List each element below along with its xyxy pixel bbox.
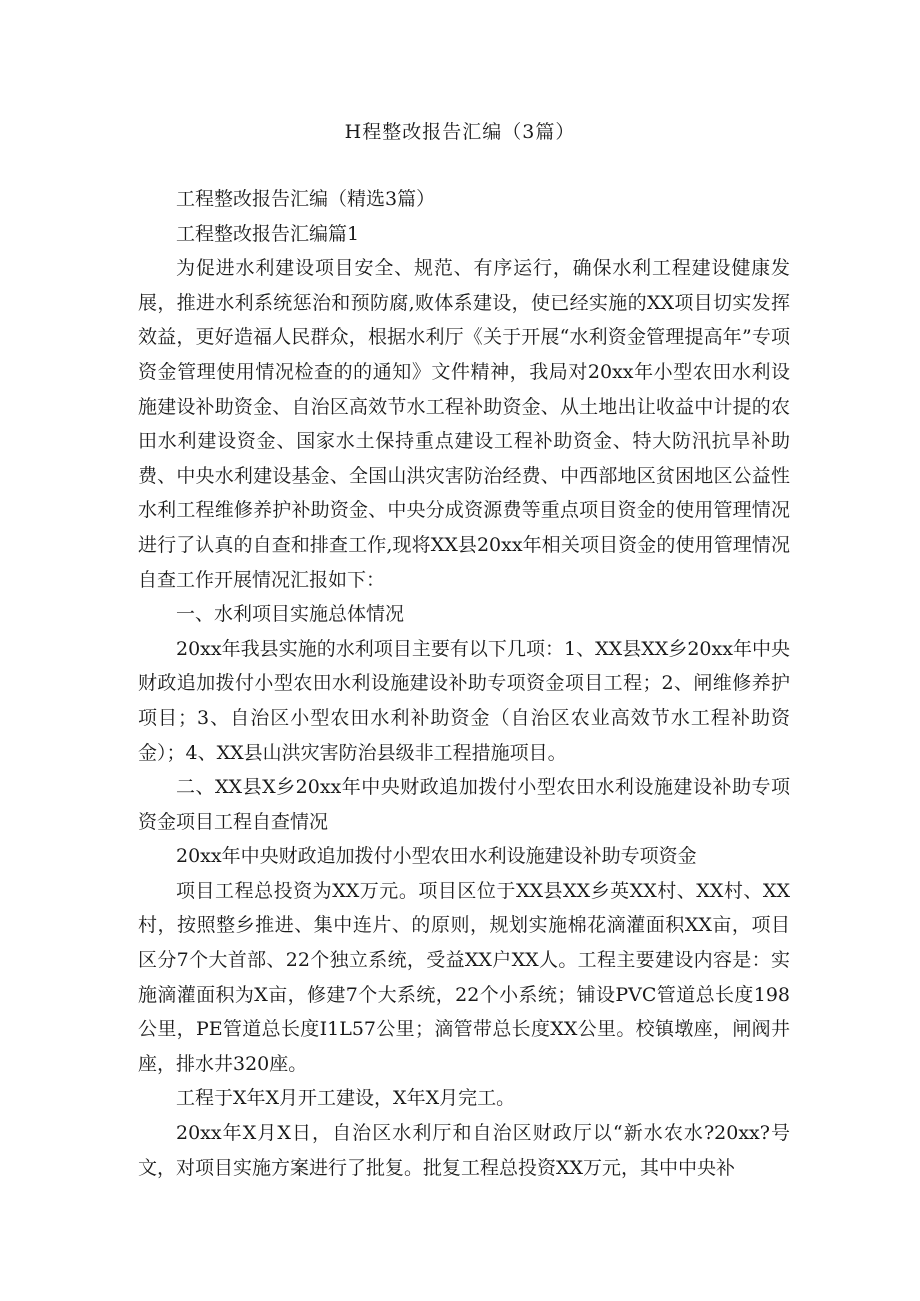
funding-paragraph: 20xx年中央财政追加拨付小型农田水利设施建设补助专项资金 — [176, 845, 697, 868]
intro-paragraph: 为促进水利建设项目安全、规范、有序运行，确保水利工程建设健康发展，推进水利系统惩治和预防腐,败体系建设，使已经实施的XX项目切实发挥效益，更好造福人民群众，根据水利厅《关于开展“水利资金管理提高年”专项资金管理使用情况检查的的通知》文件精神，我局对20xx年小型农田水利设施建设补助资金、自治区高效节水工程补助资金、从土地出让收益中计提的农田水利建设资金、国家水土保持重点建设工程补助资金、特大防汛抗旱补助费、中央水利建设基金、全国山洪灾害防治经费、中西部地区贫困地区公益性水利工程维修养护补助资金、中央分成资源费等重点项目资金的使用管理情况进行了认真的自查和排查工作,现将XX县20xx年相关项目资金的使用管理情况自查工作开展情况汇报如下： — [138, 257, 790, 591]
document-title: H程整改报告汇编（3篇） — [344, 121, 576, 143]
approval-paragraph: 20xx年X月X日，自治区水利厅和自治区财政厅以“新水农水?20xx?号文，对项目实施方案进行了批复。批复工程总投资XX万元，其中中央补 — [138, 1122, 790, 1179]
document-body — [138, 182, 790, 1185]
projects-list-paragraph: 20xx年我县实施的水利项目主要有以下几项：1、XX县XX乡20xx年中央财政追加拨付小型农田水利设施建设补助专项资金项目工程；2、闸维修养护项目；3、自治区小型农田水利补助资金（自治区农业高效节水工程补助资金）；4、XX县山洪灾害防治县级非工程措施项目。 — [138, 637, 790, 764]
investment-paragraph: 项目工程总投资为XX万元。项目区位于XX县XX乡英XX村、XX村、XX村，按照整乡推进、集中连片、的原则，规划实施棉花滴灌面积XX亩，项目区分7个大首部、22个独立系统，受益XX户XX人。工程主要建设内容是：实施滴灌面积为X亩，修建7个大系统，22个小系统；铺设PVC管道总长度198公里，PE管道总长度I1L57公里；滴管带总长度XX公里。校镇墩座，闸阀井座，排水井320座。 — [138, 879, 790, 1075]
subtitle-paragraph: 工程整改报告汇编（精选3篇） — [176, 188, 436, 210]
schedule-paragraph: 工程于X年X月开工建设，X年X月完工。 — [176, 1087, 516, 1110]
heading-overall-situation: 一、水利项目实施总体情况 — [176, 603, 405, 626]
section-heading-part-1: 工程整改报告汇编篇1 — [176, 222, 360, 245]
heading-self-inspection: 二、XX县X乡20xx年中央财政追加拨付小型农田水利设施建设补助专项资金项目工程自查情况 — [138, 776, 790, 833]
